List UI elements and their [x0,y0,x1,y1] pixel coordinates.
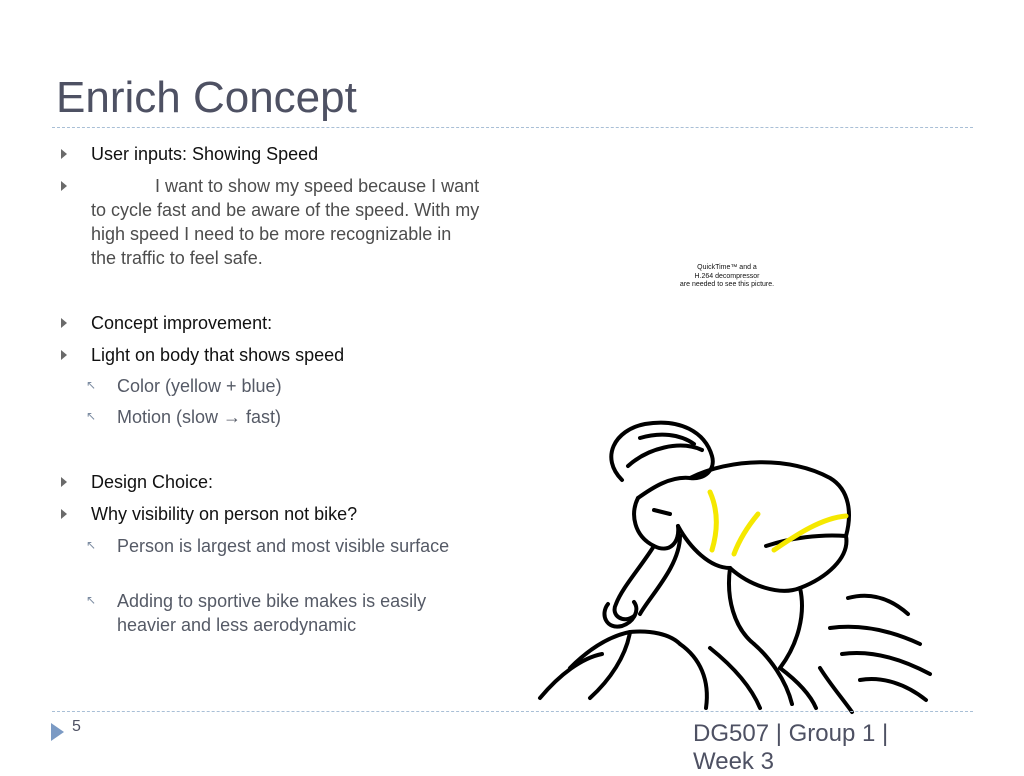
bullet-item [91,470,481,494]
frame-tube [710,648,760,708]
triangle-bullet-icon [61,477,67,487]
triangle-marker-icon [51,723,64,741]
bar-end [860,679,926,700]
bar-end [820,668,852,712]
light-strip [734,514,758,554]
slide-title: Enrich Concept [56,73,357,122]
triangle-bullet-icon [61,509,67,519]
sub-bullet-item [86,405,477,429]
light-strip [774,516,846,550]
bullet-item [91,142,481,166]
fork-outline [680,644,707,708]
arm-outline [615,546,654,619]
sub-bullet-item [86,589,477,637]
face-outline [634,498,678,549]
bullet-item [91,311,481,335]
sub-bullet-text: Adding to sportive bike makes is easily heavier and less aerodynamic [117,591,427,635]
thigh-outline [730,536,846,591]
quicktime-line: H.264 decompressor [694,272,760,280]
sub-bullet-item [86,374,477,398]
bullet-text: Design Choice: [91,472,214,492]
sub-bullet-glyph-icon: ↖ [86,593,97,607]
quicktime-placeholder [664,264,790,290]
bar-end [830,627,920,644]
hand-outline [604,602,636,627]
bullet-text: Concept improvement: [91,313,273,333]
bullet-item [91,174,481,270]
sub-bullet-glyph-icon: ↖ [86,409,97,423]
bar-end [842,653,930,674]
footer-text: DG507 | Group 1 | Week 3 [693,720,889,775]
knee-outline [848,596,908,614]
sub-bullet-text: Motion (slow → fast) [117,407,282,427]
triangle-bullet-icon [61,350,67,360]
triangle-bullet-icon [61,318,67,328]
sub-bullet-glyph-icon: ↖ [86,538,97,552]
sub-bullet-text: Color (yellow + blue) [117,376,282,396]
bullet-text: Why visibility on person not bike? [91,504,358,524]
footer-divider [52,711,973,712]
eye-line [654,510,670,514]
sub-bullet-glyph-icon: ↖ [86,378,97,392]
helmet-stripe [628,446,702,466]
handlebar [540,654,602,698]
quicktime-line: QuickTime™ and a [697,264,757,271]
bullet-item [91,343,481,367]
sub-bullet-text: Person is largest and most visible surface [117,536,450,556]
bullet-text: I want to show my speed because I want to cycle fast and be aware of the speed. With my high speed I need to be more recognizable in the traffic to feel safe. [91,176,480,268]
helmet-stripe [640,435,694,444]
quicktime-line: are needed to see this picture. [679,281,775,288]
bullet-text: Light on body that shows speed [91,345,345,365]
cyclist-illustration [530,418,950,718]
light-strip [710,492,716,550]
handlebar-drop [590,632,630,698]
torso-front [678,526,730,568]
slide-number: 5 [72,718,81,735]
leg-outline [729,568,754,644]
triangle-bullet-icon [61,181,67,191]
leg-outline [780,588,802,668]
bullet-text: User inputs: Showing Speed [91,144,319,164]
triangle-bullet-icon [61,149,67,159]
sub-bullet-item [86,534,477,558]
bullet-item [91,502,481,526]
